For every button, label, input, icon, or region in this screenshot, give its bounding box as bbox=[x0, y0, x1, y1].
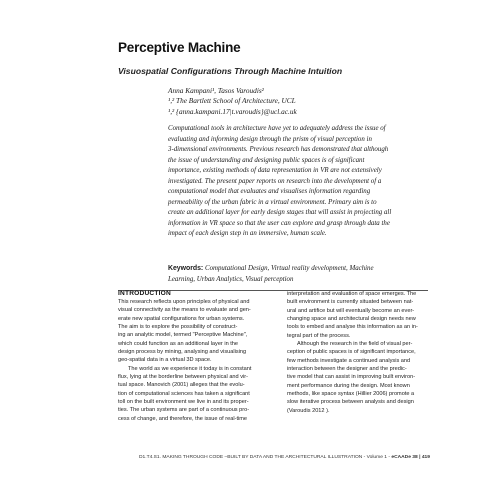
body-line: interaction between the designer and the predic- bbox=[287, 366, 407, 373]
keywords-text: Learning, Urban Analytics, Visual perception bbox=[168, 275, 294, 283]
body-line: toll on the built environment we live in and its proper- bbox=[118, 399, 249, 406]
body-line: tools to embed and analyse this information as an in- bbox=[287, 324, 418, 331]
footer-text: D1.T4.S1. MAKING THROUGH CODE –BUILT BY DATA AND THE ARCHITECTURAL ILLUSTRATION - Volume 1 - bbox=[138, 455, 390, 460]
body-line: The world as we experience it today is in constant bbox=[128, 365, 252, 372]
body-line: which could function as an additional layer in the bbox=[118, 340, 239, 347]
page-footer bbox=[60, 455, 430, 460]
body-line: design process by mining, analysing and visualising bbox=[118, 349, 247, 356]
body-line: tegral part of the process. bbox=[287, 332, 351, 339]
abstract-line: importance, existing methods of data representation in VR are not extensively bbox=[168, 167, 382, 174]
author-names: Anna Kampani¹, Tasos Varoudis² bbox=[168, 86, 264, 95]
body-line: methods, like space syntax (Hillier 2006) promote a bbox=[287, 391, 415, 398]
body-line: visual connectivity as the means to evaluate and gen- bbox=[118, 307, 251, 314]
body-line: ural and artifice but will eventually become an ever- bbox=[287, 307, 415, 314]
abstract-line: the issue of understanding and designing public spaces is of significant bbox=[168, 156, 365, 164]
body-line: ment performance during the design. Most known bbox=[287, 382, 410, 389]
column-left bbox=[118, 289, 296, 423]
column-right bbox=[287, 290, 465, 415]
body-line: built environment is currently situated between nat- bbox=[287, 299, 414, 306]
author-affiliation: ¹,² The Bartlett School of Architecture, UCL bbox=[168, 96, 296, 106]
page-number: 419 bbox=[421, 455, 430, 460]
body-line: slow iterative process between analysis and design bbox=[287, 399, 414, 406]
body-line: erate new spatial configurations for urban systems. bbox=[118, 315, 245, 322]
body-line: cess of change, and therefore, the issue of real-time bbox=[118, 415, 248, 422]
keywords-label: Keywords: bbox=[168, 265, 204, 272]
abstract-line: impact of each design step in an immersive, human scale. bbox=[168, 230, 327, 237]
author-emails: ¹,² {anna.kampani.17|t.varoudis}@ucl.ac.uk bbox=[168, 106, 297, 116]
footer-conference: eCAADe 38 bbox=[391, 455, 418, 460]
keywords-line bbox=[168, 275, 430, 286]
body-line: ties. The urban systems are part of a continuous pro- bbox=[118, 407, 250, 414]
keywords-text: Computational Design, Virtual reality development, Machine bbox=[204, 265, 374, 272]
body-line: (Varoudis 2012 ). bbox=[287, 407, 330, 414]
abstract-line: 3-dimensional environments. Previous research has demonstrated that although bbox=[168, 146, 389, 153]
body-line: ing an analytic model, termed "Perceptive Machine", bbox=[118, 332, 248, 339]
section-heading: INTRODUCTION bbox=[118, 290, 171, 297]
abstract-line: create an additional layer for early design stages that will assist in projecting all bbox=[168, 209, 392, 216]
body-line: This research reflects upon principles of physical and bbox=[118, 299, 250, 305]
body-line: changing space and architectural design needs new bbox=[287, 316, 416, 323]
abstract bbox=[168, 124, 430, 240]
body-line: flux, lying at the borderline between physical and vir- bbox=[118, 374, 248, 381]
abstract-line: investigated. The present paper reports on research into the development of a bbox=[168, 177, 382, 185]
abstract-line: information in VR space so that the user can explore and grasp through data the bbox=[168, 219, 390, 227]
paper-title: Perceptive Machine bbox=[118, 40, 241, 55]
abstract-line: permeability of the urban fabric in a virtual environment. Primary aim is to bbox=[168, 198, 377, 206]
body-line: tual space. Manovich (2001) alleges that the evolu- bbox=[118, 382, 245, 389]
body-line: geo-spatial data in a virtual 3D space. bbox=[118, 357, 212, 364]
abstract-line: evaluating and informing design through the prism of visual perception in bbox=[168, 135, 372, 143]
author-block bbox=[168, 86, 297, 117]
body-line: Although the research in the field of visual per- bbox=[297, 341, 413, 348]
keywords bbox=[168, 264, 430, 285]
abstract-line: Computational tools in architecture have yet to adequately address the issue of bbox=[168, 125, 386, 132]
body-line: interpretation and evaluation of space emerges. The bbox=[287, 291, 417, 297]
keywords-line bbox=[168, 264, 430, 275]
body-line: tive model that can assist in improving built environ- bbox=[287, 374, 416, 381]
body-line: few methods investigate a continued analysis and bbox=[287, 357, 411, 364]
body-line: tion of computational sciences has taken a significant bbox=[118, 390, 250, 397]
body-line: ception of public spaces is of significant importance, bbox=[287, 349, 416, 356]
footer-separator: | bbox=[419, 455, 421, 460]
abstract-line: computational model that evaluates and visualises information regarding bbox=[168, 188, 371, 195]
body-line: The aim is to explore the possibility of construct- bbox=[118, 324, 238, 331]
paper-subtitle: Visuospatial Configurations Through Machine Intuition bbox=[118, 66, 343, 76]
